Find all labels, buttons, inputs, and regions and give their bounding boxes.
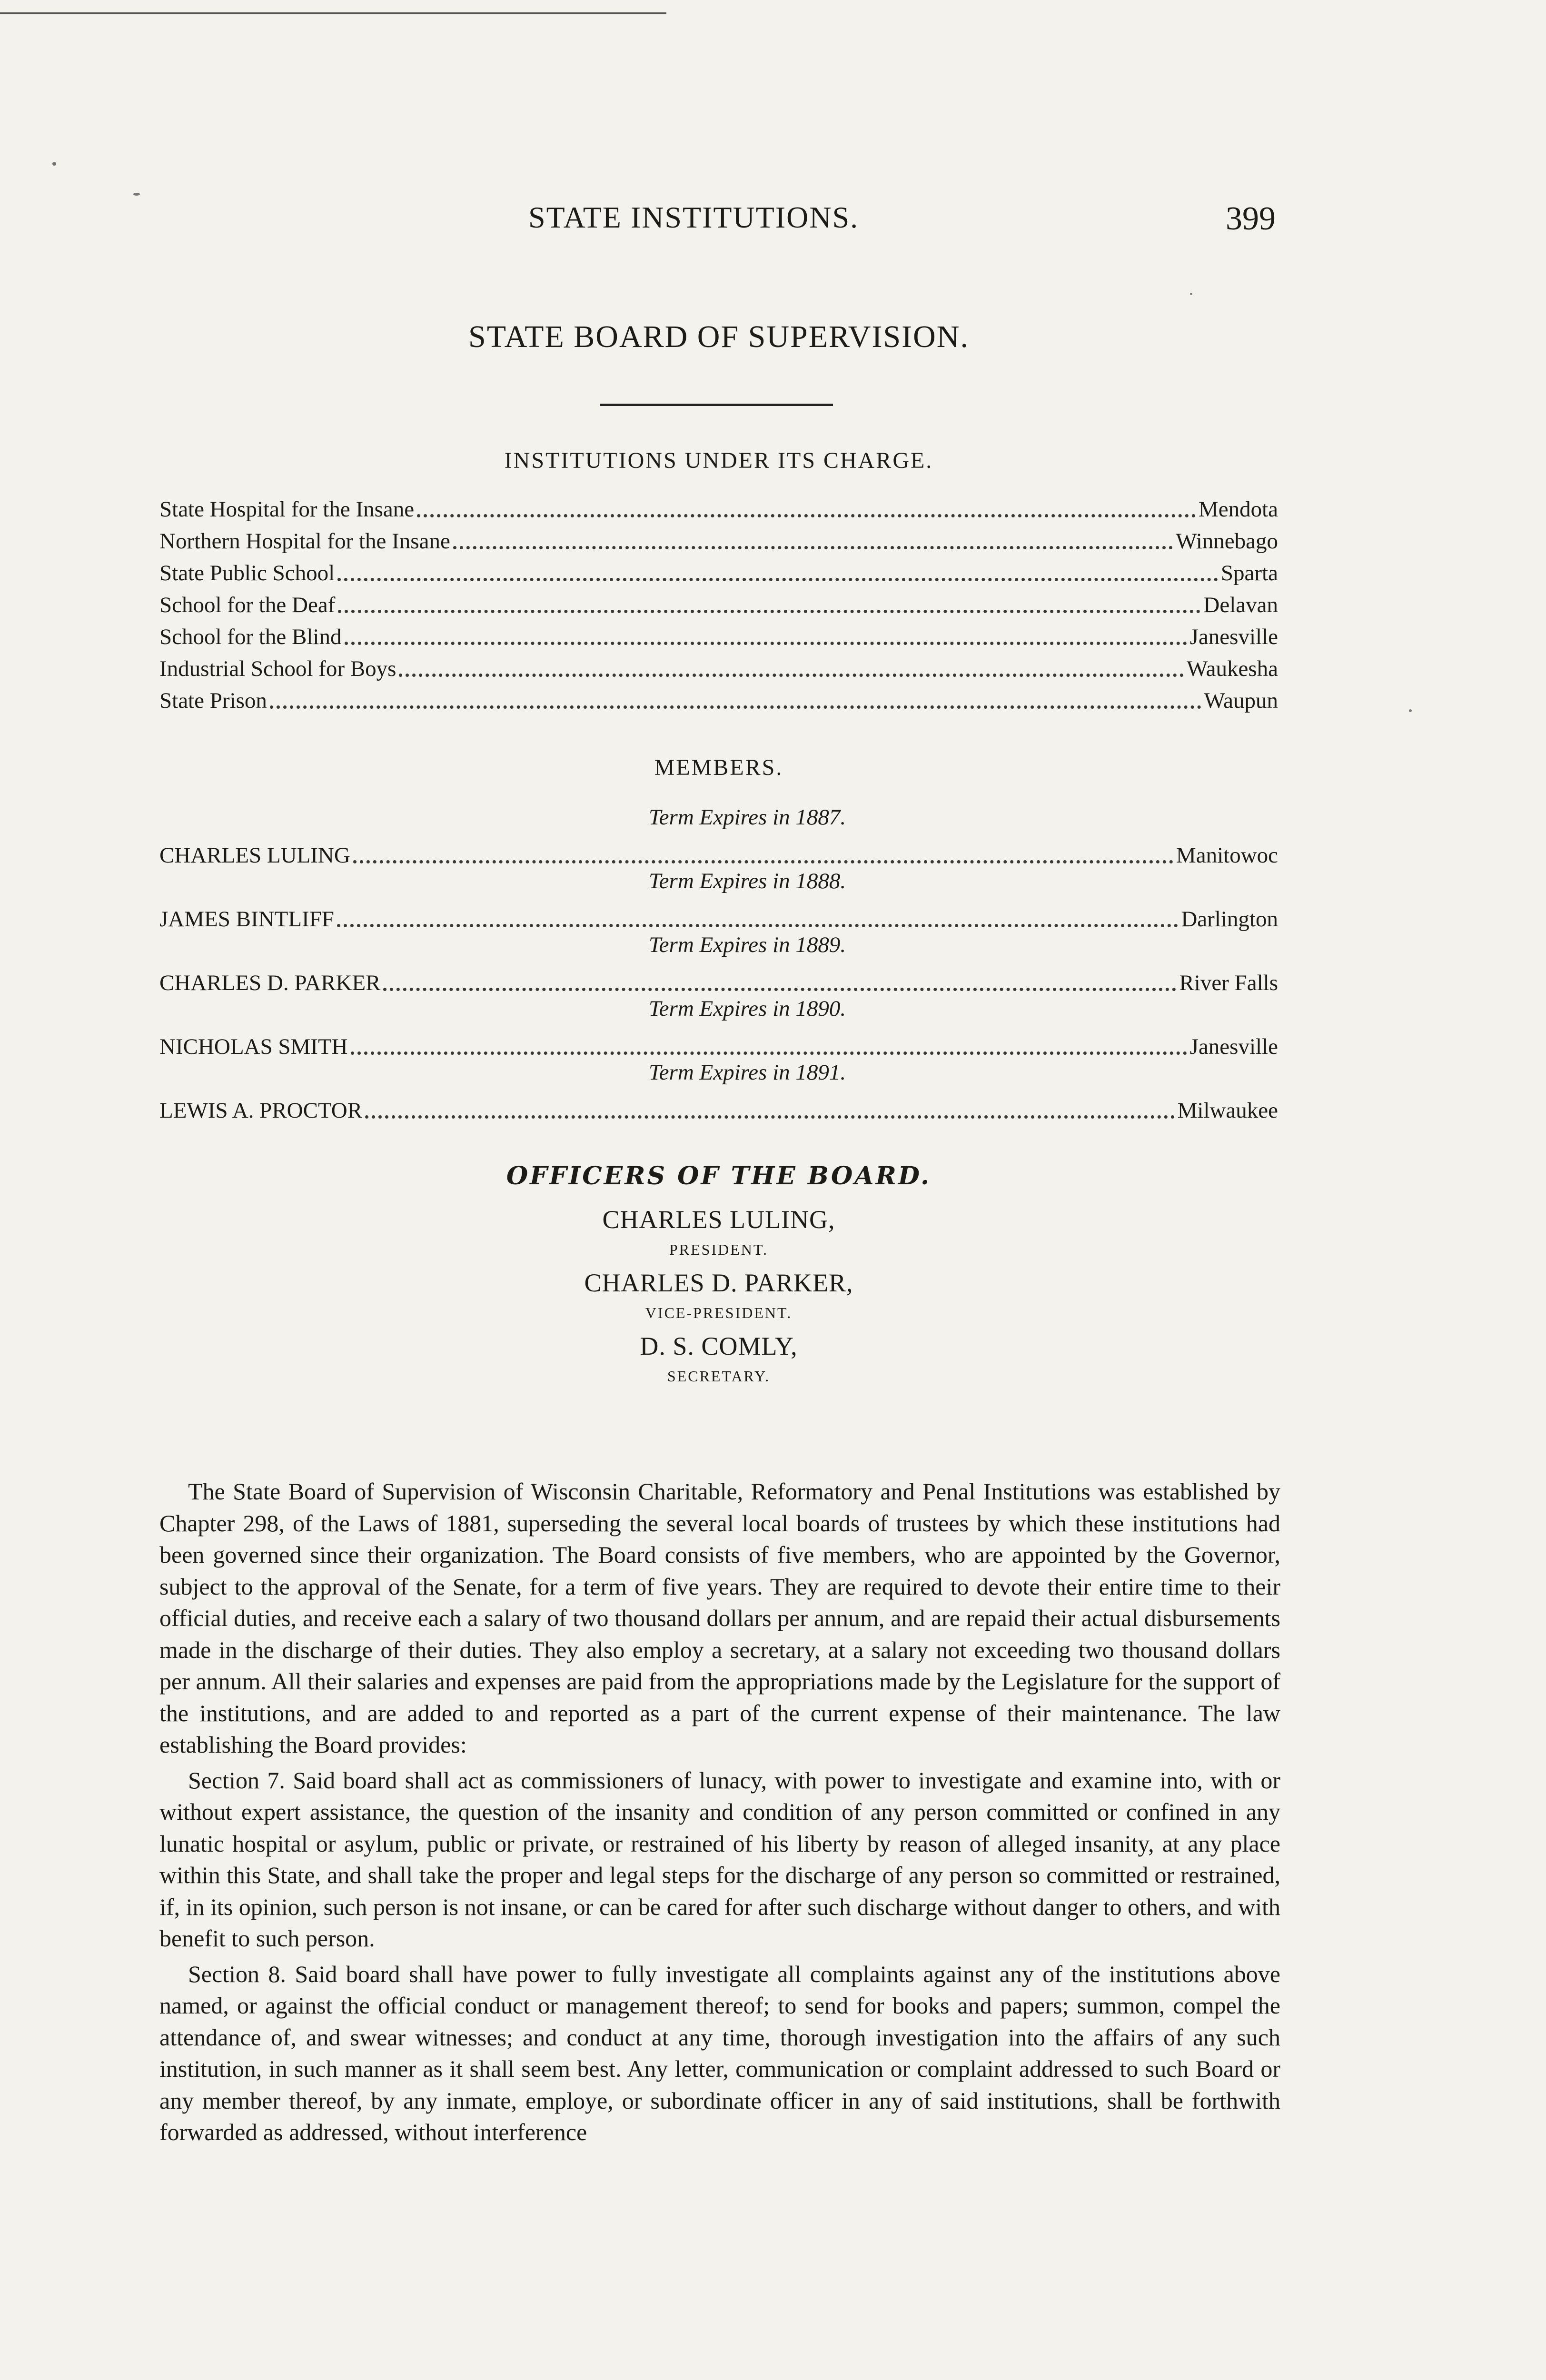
dot-leader bbox=[345, 619, 1187, 645]
scan-speck bbox=[52, 162, 56, 166]
institution-location: Delavan bbox=[1203, 593, 1278, 617]
term-expires: Term Expires in 1888. bbox=[648, 869, 846, 893]
term-expires: Term Expires in 1887. bbox=[648, 805, 846, 830]
institutions-list bbox=[159, 490, 1278, 714]
list-item bbox=[159, 650, 1278, 682]
list-item bbox=[159, 682, 1278, 714]
running-title: STATE INSTITUTIONS. bbox=[528, 200, 859, 234]
list-item bbox=[159, 554, 1278, 586]
list-item bbox=[159, 490, 1278, 522]
member-entry bbox=[159, 868, 1278, 932]
term-expires: Term Expires in 1891. bbox=[648, 1060, 846, 1085]
institution-name: State Hospital for the Insane bbox=[159, 497, 415, 522]
officer-name: D. S. COMLY, bbox=[640, 1332, 798, 1360]
title-rule bbox=[600, 404, 833, 406]
member-name: JAMES BINTLIFF bbox=[159, 907, 334, 932]
list-item bbox=[159, 586, 1278, 618]
dot-leader bbox=[353, 838, 1173, 863]
member-location: Darlington bbox=[1181, 907, 1278, 932]
institution-location: Winnebago bbox=[1176, 529, 1278, 554]
officer-name: CHARLES LULING, bbox=[602, 1205, 835, 1234]
paragraph: The State Board of Supervision of Wisconsin Charitable, Reformatory and Penal Institutions was established by Chapter 298, of the Laws of 1881, superseding the several local boards of trustees by which these institutions had been governed since their organization. The Board consists of five members, who are appointed by the Governor, subject to the approval of the Senate, for a term of five years. They are required to devote their entire time to their official duties, and receive each a salary of two thousand dollars per annum, and are repaid their actual disbursements made in the discharge of their duties. They also employ a secretary, at a salary not exceeding two thousand dollars per annum. All their salaries and expenses are paid from the appropriations made by the Legislature for the support of the institutions, and are added to and reported as a part of the current expense of their maintenance. The law establishing the Board provides: bbox=[159, 1478, 1280, 1758]
list-item bbox=[159, 1089, 1278, 1123]
member-entry bbox=[159, 1060, 1278, 1123]
officer-name: CHARLES D. PARKER, bbox=[584, 1269, 853, 1297]
officers-section bbox=[157, 1161, 1280, 1385]
officer-title: PRESIDENT. bbox=[669, 1241, 769, 1258]
board-title: STATE BOARD OF SUPERVISION. bbox=[468, 319, 969, 354]
list-item bbox=[159, 618, 1278, 650]
institution-name: State Prison bbox=[159, 688, 267, 713]
member-entry bbox=[159, 804, 1278, 868]
list-item bbox=[159, 898, 1278, 932]
institution-location: Mendota bbox=[1198, 497, 1278, 522]
paragraph: Section 7. Said board shall act as commissioners of lunacy, with power to investigate and examine into, with or without expert assistance, the question of the insanity and condition of any person committed or confined in any lunatic hospital or asylum, public or private, or restrained of his liberty by reason of alleged insanity, at any place within this State, and shall take the proper and legal steps for the discharge of any person so committed or restrained, if, in its opinion, such person is not insane, or can be cared for after such discharge without danger to others, and with benefit to such person. bbox=[159, 1766, 1280, 1952]
institution-name: Northern Hospital for the Insane bbox=[159, 529, 450, 554]
dot-leader bbox=[417, 492, 1196, 517]
running-head bbox=[528, 200, 1276, 243]
member-name: LEWIS A. PROCTOR bbox=[159, 1098, 363, 1123]
scan-speck bbox=[1190, 293, 1192, 295]
term-expires: Term Expires in 1890. bbox=[648, 996, 846, 1021]
dot-leader bbox=[351, 1029, 1187, 1055]
members-heading: MEMBERS. bbox=[654, 755, 783, 780]
paragraph: Section 8. Said board shall have power to fully investigate all complaints against any of the institutions above named, or against the official conduct or management thereof; to send for books and papers; summon, compel the attendance of, and swear witnesses; and conduct at any time, thorough investigation into the affairs of any such institution, in such manner as it shall seem best. Any letter, communication or complaint addressed to such Board or any member thereof, by any inmate, employe, or subordinate officer in any of said institutions, shall be forthwith forwarded as addressed, without interference bbox=[159, 1960, 1280, 2145]
list-item bbox=[159, 834, 1278, 868]
member-entry bbox=[159, 996, 1278, 1060]
member-name: CHARLES LULING bbox=[159, 843, 350, 868]
institution-location: Sparta bbox=[1220, 561, 1278, 585]
dot-leader bbox=[270, 683, 1201, 709]
institutions-heading: INSTITUTIONS UNDER ITS CHARGE. bbox=[504, 448, 933, 473]
member-location: Manitowoc bbox=[1176, 843, 1278, 868]
term-expires: Term Expires in 1889. bbox=[648, 932, 846, 957]
member-name: NICHOLAS SMITH bbox=[159, 1034, 348, 1059]
dot-leader bbox=[453, 524, 1173, 549]
dot-leader bbox=[399, 651, 1184, 677]
officer-title: VICE-PRESIDENT. bbox=[645, 1304, 793, 1321]
institution-location: Waupun bbox=[1204, 688, 1278, 713]
list-item bbox=[159, 1025, 1278, 1060]
members-list bbox=[159, 804, 1278, 1123]
member-name: CHARLES D. PARKER bbox=[159, 971, 381, 995]
institution-name: School for the Blind bbox=[159, 625, 342, 649]
list-item bbox=[159, 522, 1278, 554]
member-location: Janesville bbox=[1189, 1034, 1278, 1059]
body-text bbox=[159, 1476, 1280, 2152]
member-location: River Falls bbox=[1179, 971, 1278, 995]
list-item bbox=[159, 962, 1278, 996]
institution-location: Janesville bbox=[1189, 625, 1278, 649]
top-edge-rule bbox=[0, 12, 666, 14]
institution-name: State Public School bbox=[159, 561, 335, 585]
officers-heading: OFFICERS OF THE BOARD. bbox=[506, 1161, 932, 1190]
institution-name: School for the Deaf bbox=[159, 593, 336, 617]
institution-name: Industrial School for Boys bbox=[159, 656, 396, 681]
scan-speck bbox=[1409, 709, 1412, 712]
page-number: 399 bbox=[1226, 200, 1276, 237]
member-entry bbox=[159, 932, 1278, 996]
dot-leader bbox=[337, 555, 1218, 581]
member-location: Milwaukee bbox=[1177, 1098, 1278, 1123]
scan-speck bbox=[133, 193, 140, 196]
dot-leader bbox=[338, 587, 1200, 613]
dot-leader bbox=[337, 902, 1178, 927]
officer-title: SECRETARY. bbox=[667, 1368, 771, 1385]
institution-location: Waukesha bbox=[1187, 656, 1278, 681]
dot-leader bbox=[365, 1093, 1174, 1119]
dot-leader bbox=[383, 965, 1176, 991]
